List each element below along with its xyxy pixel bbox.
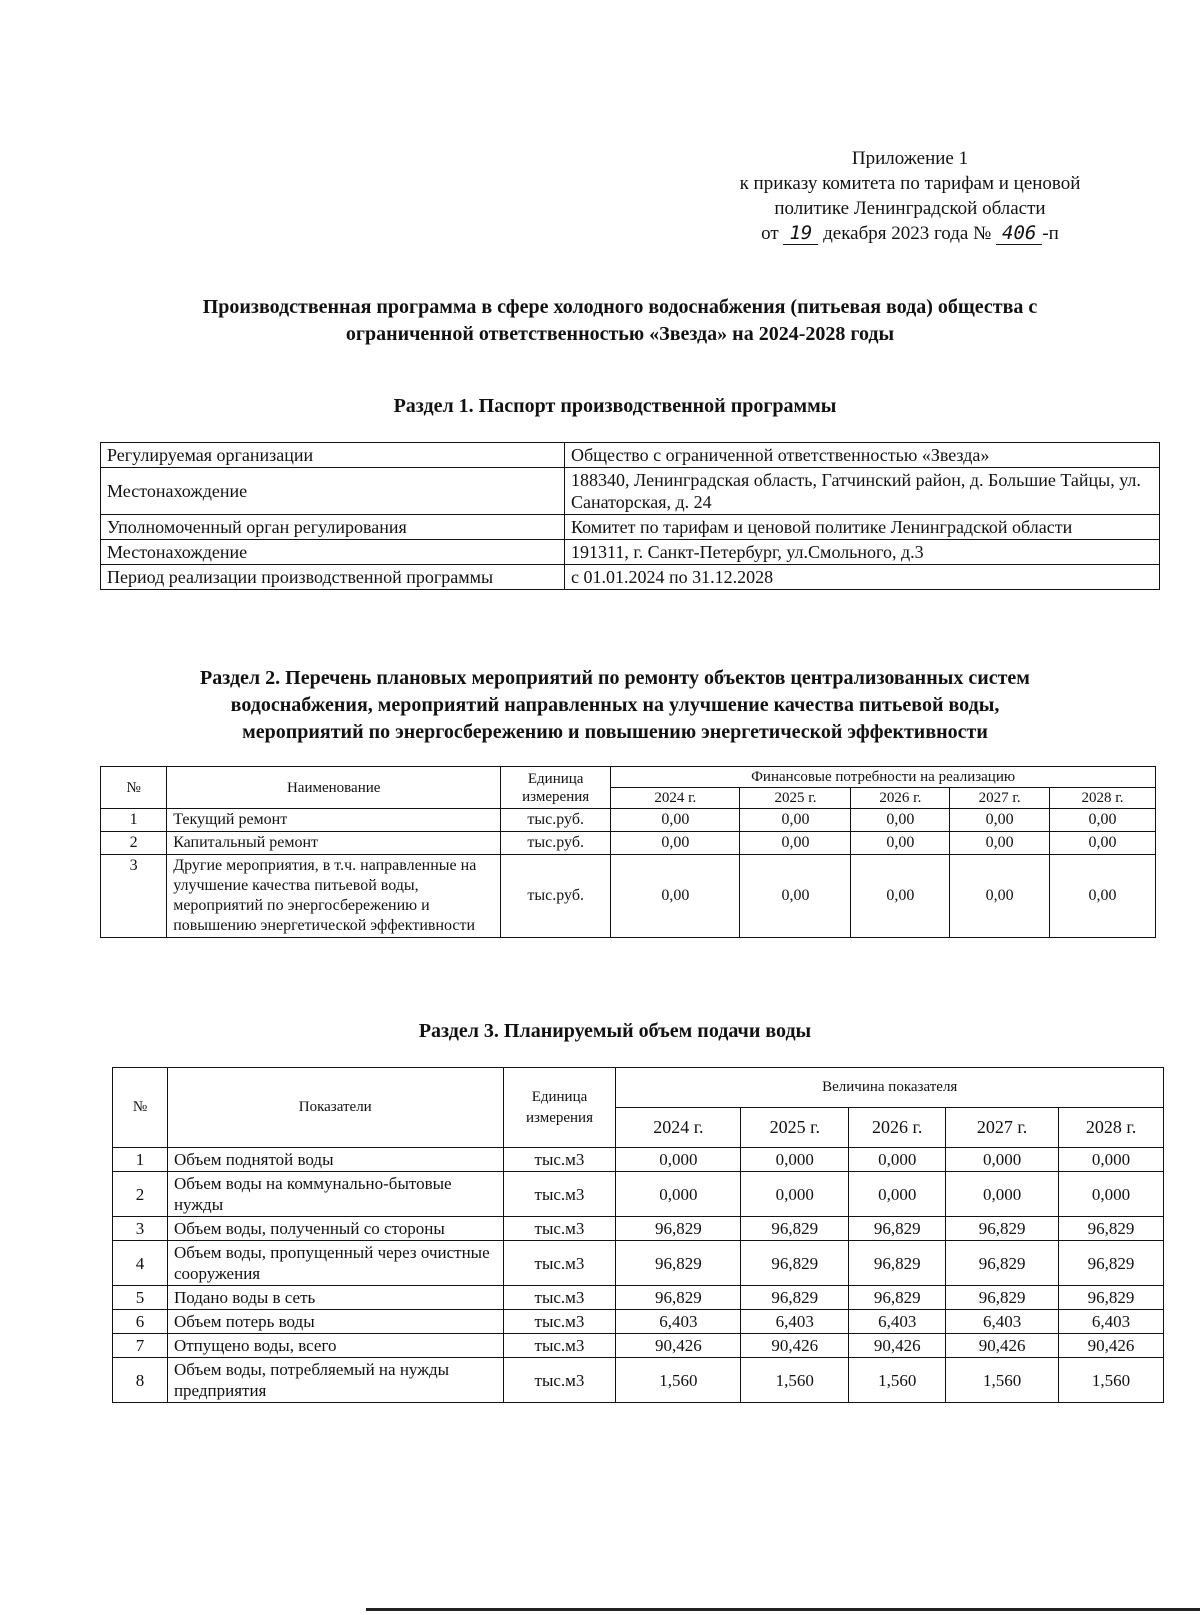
row-unit: тыс.руб.	[501, 809, 611, 832]
table-row	[113, 1310, 1164, 1334]
row-value: 0,000	[1059, 1172, 1164, 1217]
table-row	[101, 809, 1156, 832]
row-value: 90,426	[849, 1334, 946, 1358]
year-header: 2028 г.	[1050, 788, 1156, 809]
passport-value: Комитет по тарифам и ценовой политике Ленинградской области	[565, 515, 1160, 540]
year-header: 2024 г.	[616, 1108, 741, 1148]
year-header: 2027 г.	[950, 788, 1050, 809]
row-value: 6,403	[616, 1310, 741, 1334]
row-value: 0,00	[611, 855, 740, 938]
row-unit: тыс.руб.	[501, 855, 611, 938]
row-value: 0,00	[950, 832, 1050, 855]
row-value: 96,829	[1059, 1217, 1164, 1241]
committee-line: политике Ленинградской области	[774, 198, 1046, 219]
row-unit: тыс.м3	[503, 1286, 616, 1310]
row-value: 0,00	[851, 809, 950, 832]
row-name: Капитальный ремонт	[167, 832, 501, 855]
row-value: 0,000	[616, 1172, 741, 1217]
year-header: 2026 г.	[849, 1108, 946, 1148]
row-value: 0,000	[616, 1148, 741, 1172]
row-value: 1,560	[1059, 1358, 1164, 1403]
scan-edge-line	[366, 1608, 1200, 1611]
row-name: Текущий ремонт	[167, 809, 501, 832]
order-number-handwritten: 406	[996, 222, 1042, 245]
row-number: 5	[113, 1286, 168, 1310]
row-value: 96,829	[741, 1286, 849, 1310]
row-value: 6,403	[849, 1310, 946, 1334]
row-value: 0,000	[1059, 1148, 1164, 1172]
row-value: 96,829	[616, 1241, 741, 1286]
document-title	[110, 294, 1130, 348]
table-row	[113, 1148, 1164, 1172]
row-value: 0,000	[741, 1172, 849, 1217]
passport-value: 191311, г. Санкт-Петербург, ул.Смольного, д.3	[565, 540, 1160, 565]
row-value: 96,829	[849, 1241, 946, 1286]
row-number: 6	[113, 1310, 168, 1334]
passport-row	[101, 540, 1160, 565]
year-header: 2025 г.	[741, 1108, 849, 1148]
year-header: 2026 г.	[851, 788, 950, 809]
row-value: 90,426	[946, 1334, 1059, 1358]
passport-label: Местонахождение	[101, 468, 565, 515]
row-indicator: Объем потерь воды	[167, 1310, 503, 1334]
row-indicator: Объем воды, полученный со стороны	[167, 1217, 503, 1241]
header-indicators: Показатели	[167, 1068, 503, 1148]
row-number: 8	[113, 1358, 168, 1403]
row-value: 1,560	[849, 1358, 946, 1403]
row-value: 0,00	[740, 809, 851, 832]
row-number: 4	[113, 1241, 168, 1286]
row-value: 6,403	[1059, 1310, 1164, 1334]
table-row	[113, 1172, 1164, 1217]
passport-label: Местонахождение	[101, 540, 565, 565]
header-number: №	[113, 1068, 168, 1148]
row-number: 3	[113, 1217, 168, 1241]
row-indicator: Отпущено воды, всего	[167, 1334, 503, 1358]
year-header: 2024 г.	[611, 788, 740, 809]
row-value: 0,000	[946, 1148, 1059, 1172]
row-value: 0,00	[950, 855, 1050, 938]
year-header: 2025 г.	[740, 788, 851, 809]
header-number: №	[101, 767, 167, 809]
row-value: 6,403	[741, 1310, 849, 1334]
row-value: 6,403	[946, 1310, 1059, 1334]
row-indicator: Объем воды, пропущенный через очистные сооружения	[167, 1241, 503, 1286]
section3-title: Раздел 3. Планируемый объем подачи воды	[418, 1020, 812, 1042]
row-value: 0,000	[849, 1172, 946, 1217]
order-suffix: -п	[1042, 223, 1059, 244]
row-value: 90,426	[741, 1334, 849, 1358]
table-row	[113, 1334, 1164, 1358]
year-header: 2027 г.	[946, 1108, 1059, 1148]
row-unit: тыс.м3	[503, 1310, 616, 1334]
section1-title: Раздел 1. Паспорт производственной программы	[393, 395, 837, 417]
row-value: 0,00	[740, 832, 851, 855]
row-unit: тыс.м3	[503, 1334, 616, 1358]
row-indicator: Объем поднятой воды	[167, 1148, 503, 1172]
row-value: 0,00	[950, 809, 1050, 832]
row-value: 0,00	[1050, 832, 1156, 855]
passport-value: Общество с ограниченной ответственностью «Звезда»	[565, 443, 1160, 468]
row-value: 96,829	[1059, 1241, 1164, 1286]
passport-label: Период реализации производственной программы	[101, 565, 565, 590]
row-value: 96,829	[946, 1217, 1059, 1241]
row-value: 96,829	[849, 1217, 946, 1241]
passport-row	[101, 565, 1160, 590]
row-value: 0,00	[1050, 855, 1156, 938]
row-value: 0,00	[740, 855, 851, 938]
passport-value: 188340, Ленинградская область, Гатчинский район, д. Большие Тайцы, ул. Санаторская, д. 24	[565, 468, 1160, 515]
header-financial-needs: Финансовые потребности на реализацию	[611, 767, 1156, 788]
order-date-line	[690, 221, 1130, 246]
row-value: 0,00	[611, 832, 740, 855]
row-value: 90,426	[616, 1334, 741, 1358]
row-value: 96,829	[946, 1241, 1059, 1286]
row-number: 2	[101, 832, 167, 855]
row-indicator: Объем воды, потребляемый на нужды предприятия	[167, 1358, 503, 1403]
section2-title-line1: Раздел 2. Перечень плановых мероприятий по ремонту объектов централизованных систем	[200, 667, 1030, 689]
passport-row	[101, 468, 1160, 515]
row-number: 3	[101, 855, 167, 938]
row-value: 0,000	[741, 1148, 849, 1172]
row-unit: тыс.м3	[503, 1148, 616, 1172]
activities-table	[100, 766, 1156, 938]
date-rest: декабря 2023 года №	[823, 223, 992, 244]
header-name: Наименование	[167, 767, 501, 809]
header-unit: Единица измерения	[501, 767, 611, 809]
section2-title	[100, 665, 1130, 746]
passport-value: с 01.01.2024 по 31.12.2028	[565, 565, 1160, 590]
table-row	[101, 855, 1156, 938]
year-header: 2028 г.	[1059, 1108, 1164, 1148]
row-value: 1,560	[741, 1358, 849, 1403]
row-number: 7	[113, 1334, 168, 1358]
row-value: 96,829	[849, 1286, 946, 1310]
row-value: 96,829	[1059, 1286, 1164, 1310]
table-row	[113, 1217, 1164, 1241]
document-title-line2: ограниченной ответственностью «Звезда» на 2024-2028 годы	[345, 323, 895, 345]
passport-row	[101, 443, 1160, 468]
row-value: 90,426	[1059, 1334, 1164, 1358]
document-title-line1: Производственная программа в сфере холодного водоснабжения (питьевая вода) общества с	[202, 296, 1038, 318]
row-value: 96,829	[616, 1217, 741, 1241]
row-indicator: Подано воды в сеть	[167, 1286, 503, 1310]
row-value: 0,000	[849, 1148, 946, 1172]
row-number: 2	[113, 1172, 168, 1217]
row-unit: тыс.руб.	[501, 832, 611, 855]
section2-title-line3: мероприятий по энергосбережению и повышению энергетической эффективности	[242, 721, 988, 743]
row-number: 1	[101, 809, 167, 832]
row-indicator: Объем воды на коммунально-бытовые нужды	[167, 1172, 503, 1217]
row-value: 96,829	[741, 1217, 849, 1241]
row-value: 0,00	[611, 809, 740, 832]
appendix-header	[690, 146, 1130, 246]
date-day-handwritten: 19	[783, 222, 818, 245]
header-unit: Единица измерения	[503, 1068, 616, 1148]
passport-label: Регулируемая организации	[101, 443, 565, 468]
appendix-label: Приложение 1	[851, 148, 969, 169]
table-row	[113, 1358, 1164, 1403]
passport-row	[101, 515, 1160, 540]
row-unit: тыс.м3	[503, 1172, 616, 1217]
water-volume-table	[112, 1067, 1164, 1403]
table-row	[113, 1286, 1164, 1310]
row-unit: тыс.м3	[503, 1217, 616, 1241]
header-indicator-value: Величина показателя	[616, 1068, 1164, 1108]
row-value: 0,00	[1050, 809, 1156, 832]
table-row	[113, 1241, 1164, 1286]
row-value: 96,829	[946, 1286, 1059, 1310]
row-unit: тыс.м3	[503, 1241, 616, 1286]
row-value: 96,829	[741, 1241, 849, 1286]
row-value: 0,00	[851, 855, 950, 938]
passport-table	[100, 442, 1160, 590]
row-value: 0,000	[946, 1172, 1059, 1217]
row-unit: тыс.м3	[503, 1358, 616, 1403]
date-prefix: от	[761, 223, 779, 244]
row-number: 1	[113, 1148, 168, 1172]
row-value: 0,00	[851, 832, 950, 855]
row-value: 1,560	[616, 1358, 741, 1403]
order-reference-line: к приказу комитета по тарифам и ценовой	[739, 173, 1081, 194]
row-name: Другие мероприятия, в т.ч. направленные на улучшение качества питьевой воды, мероприятий по энергосбережению и повышению энергетической эффективности	[167, 855, 501, 938]
row-value: 1,560	[946, 1358, 1059, 1403]
section2-title-line2: водоснабжения, мероприятий направленных на улучшение качества питьевой воды,	[230, 694, 1000, 716]
row-value: 96,829	[616, 1286, 741, 1310]
passport-label: Уполномоченный орган регулирования	[101, 515, 565, 540]
table-row	[101, 832, 1156, 855]
